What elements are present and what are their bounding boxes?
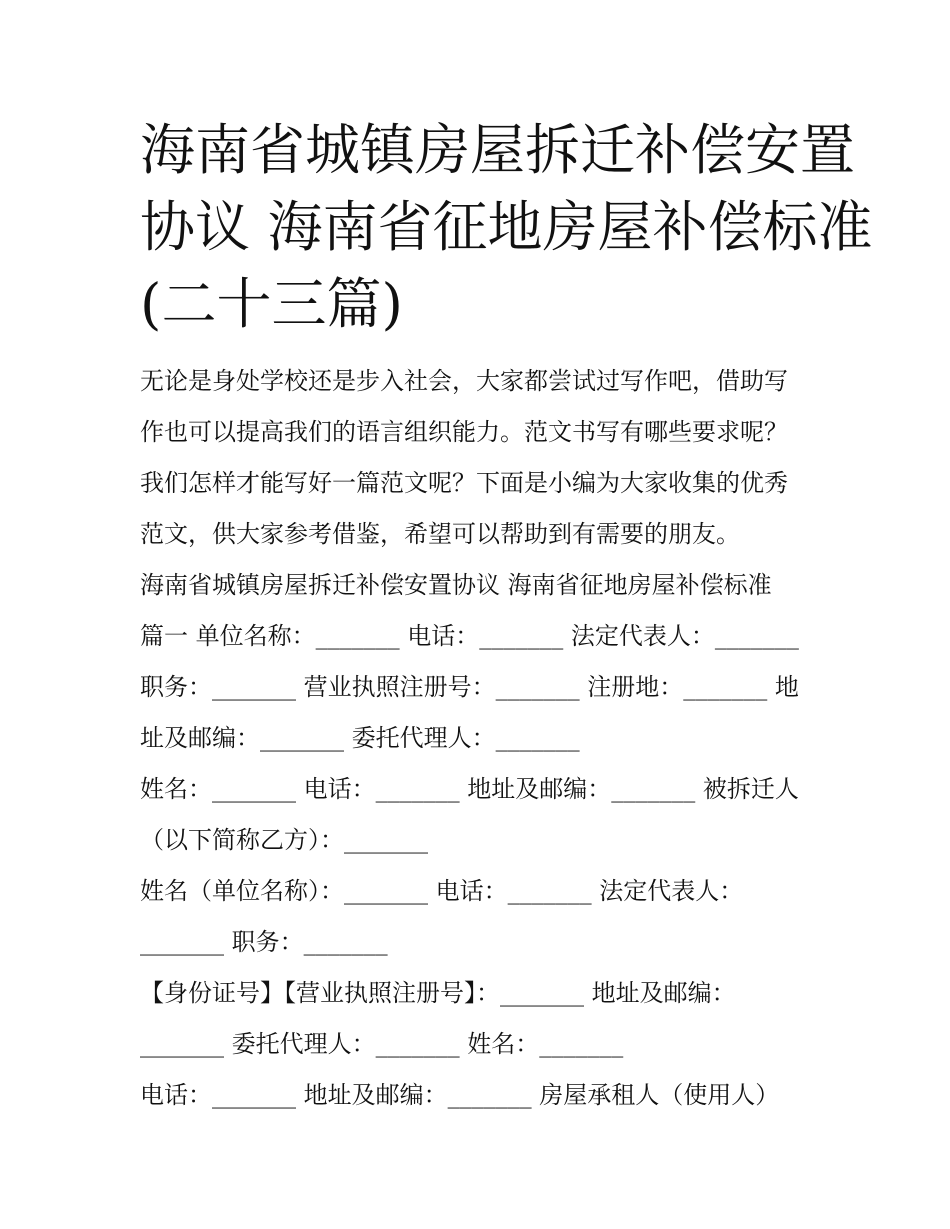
intro-line: 范文，供大家参考借鉴，希望可以帮助到有需要的朋友。	[140, 520, 740, 548]
form-line: 【身份证号】【营业执照注册号】：_______ 地址及邮编：	[140, 979, 736, 1007]
form-line: 篇一 单位名称：_______ 电话：_______ 法定代表人：_______	[140, 622, 799, 650]
section-heading: 海南省城镇房屋拆迁补偿安置协议 海南省征地房屋补偿标准	[140, 571, 772, 599]
title-line: 协议 海南省征地房屋补偿标准	[140, 195, 873, 259]
form-line: 电话：_______ 地址及邮编：_______ 房屋承租人（使用人）	[140, 1081, 780, 1109]
title-line: 海南省城镇房屋拆迁补偿安置	[140, 118, 856, 182]
form-line: _______ 委托代理人：_______ 姓名：_______	[140, 1030, 624, 1058]
form-line: 址及邮编：_______ 委托代理人：_______	[140, 724, 580, 752]
form-line: （以下简称乙方）：_______	[140, 826, 428, 854]
form-line: _______ 职务：_______	[140, 928, 388, 956]
title-line: (二十三篇)	[140, 272, 403, 336]
intro-line: 无论是身处学校还是步入社会，大家都尝试过写作吧，借助写	[140, 367, 788, 395]
form-line: 姓名（单位名称）：_______ 电话：_______ 法定代表人：	[140, 877, 744, 905]
document-title	[140, 112, 873, 343]
document-body	[140, 356, 820, 1121]
form-line: 职务：_______ 营业执照注册号：_______ 注册地：_______ 地	[140, 673, 799, 701]
form-line: 姓名：_______ 电话：_______ 地址及邮编：_______ 被拆迁人	[140, 775, 799, 803]
intro-line: 我们怎样才能写好一篇范文呢？下面是小编为大家收集的优秀	[140, 469, 788, 497]
intro-line: 作也可以提高我们的语言组织能力。范文书写有哪些要求呢？	[140, 418, 788, 446]
